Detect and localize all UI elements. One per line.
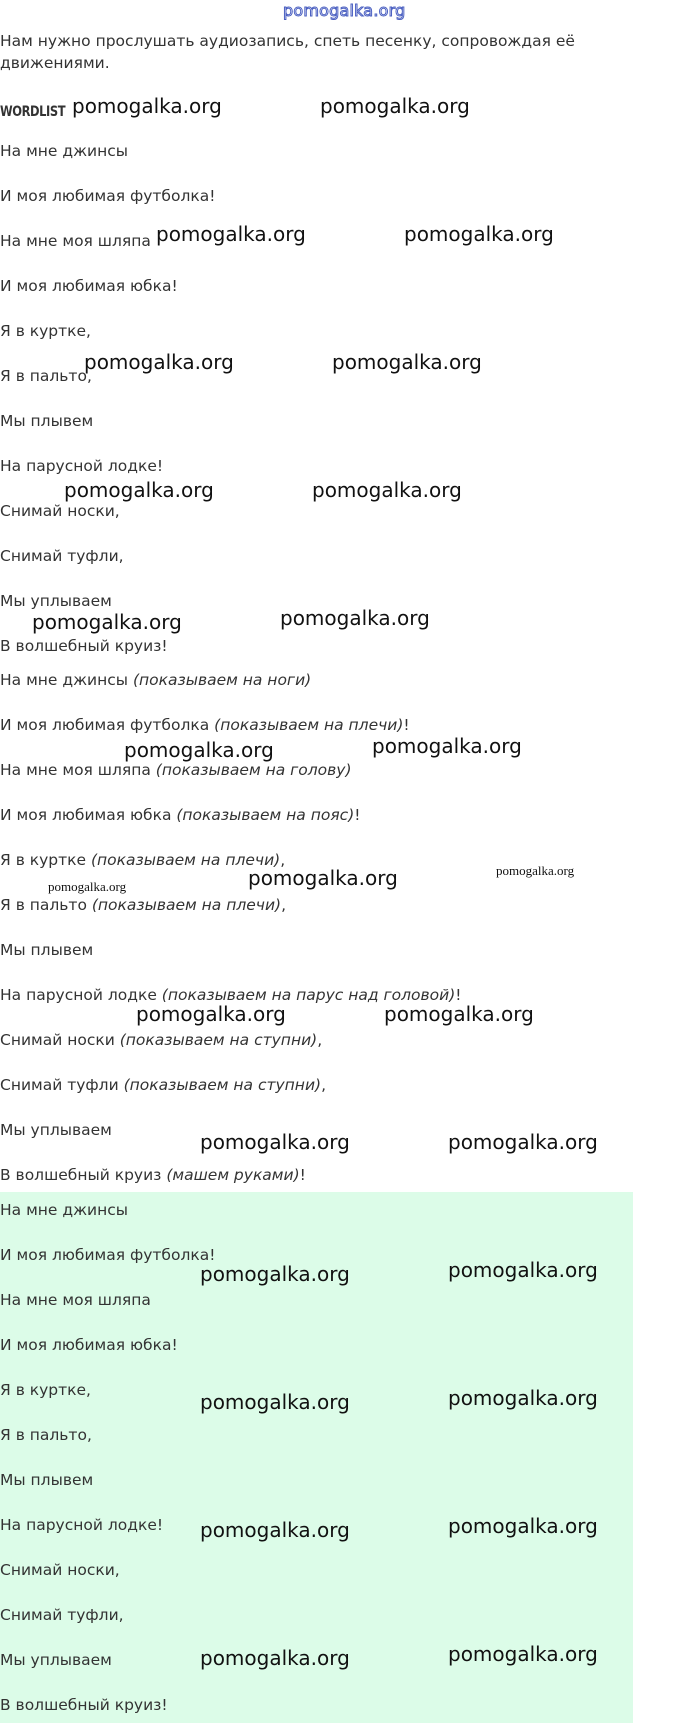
song-line: На мне моя шляпа — [0, 232, 151, 250]
song-line: Я в пальто, — [0, 367, 92, 385]
gesture-instruction: (показываем на ноги) — [132, 671, 312, 689]
lyric-text: Снимай носки — [0, 1031, 120, 1049]
watermark: pomogalka.org — [448, 1386, 598, 1410]
watermark: pomogalka.org — [320, 94, 470, 118]
gesture-instruction: (показываем на плечи) — [91, 896, 282, 914]
song-line: Снимай туфли, — [0, 547, 124, 565]
song-line: И моя любимая футболка! — [0, 187, 216, 205]
watermark: pomogalka.org — [384, 1002, 534, 1026]
watermark: pomogalka.org — [200, 1646, 350, 1670]
annotated-song-line — [0, 1074, 326, 1096]
watermark: pomogalka.org — [32, 610, 182, 634]
highlighted-song-line: Снимай носки, — [0, 1561, 120, 1579]
song-line: Мы плывем — [0, 412, 94, 430]
lyric-text: В волшебный круиз — [0, 1166, 167, 1184]
highlighted-song-line: Я в пальто, — [0, 1426, 92, 1444]
annotated-song-line — [0, 669, 311, 691]
song-line: На мне джинсы — [0, 142, 129, 160]
lyric-text: Мы уплываем — [0, 1121, 112, 1139]
watermark: pomogalka.org — [48, 879, 127, 894]
watermark: pomogalka.org — [136, 1002, 286, 1026]
gesture-instruction: (показываем на пояс) — [176, 806, 355, 824]
lyric-punctuation: , — [281, 896, 287, 914]
annotated-song-line — [0, 714, 410, 736]
gesture-instruction: (показываем на парус над головой) — [161, 986, 456, 1004]
lyric-punctuation: , — [317, 1031, 323, 1049]
highlighted-song-line: Мы уплываем — [0, 1651, 112, 1669]
highlighted-song-line: На мне джинсы — [0, 1201, 129, 1219]
site-logo[interactable]: pomogalka.org — [283, 1, 406, 20]
song-line: И моя любимая юбка! — [0, 277, 178, 295]
gesture-instruction: (показываем на плечи) — [214, 716, 404, 734]
watermark: pomogalka.org — [248, 866, 398, 890]
watermark: pomogalka.org — [64, 478, 214, 502]
gesture-instruction: (показываем на ступни) — [123, 1076, 322, 1094]
watermark: pomogalka.org — [156, 222, 306, 246]
lyric-text: И моя любимая футболка — [0, 716, 215, 734]
highlighted-song-line: На мне моя шляпа — [0, 1291, 151, 1309]
annotated-song-line — [0, 939, 93, 961]
watermark: pomogalka.org — [84, 350, 234, 374]
highlighted-song-line: В волшебный круиз! — [0, 1696, 168, 1714]
highlighted-song-line: Мы плывем — [0, 1471, 94, 1489]
lyric-text: И моя любимая юбка — [0, 806, 177, 824]
highlighted-song-line: И моя любимая юбка! — [0, 1336, 178, 1354]
gesture-instruction: (показываем на ступни) — [119, 1031, 318, 1049]
annotated-song-line — [0, 804, 360, 826]
lyric-text: Снимай туфли — [0, 1076, 124, 1094]
watermark: pomogalka.org — [280, 606, 430, 630]
watermark: pomogalka.org — [332, 350, 482, 374]
lyric-text: На парусной лодке — [0, 986, 162, 1004]
song-line: На парусной лодке! — [0, 457, 164, 475]
lyric-text: Мы плывем — [0, 941, 94, 959]
watermark: pomogalka.org — [124, 738, 274, 762]
lyric-punctuation: , — [280, 851, 286, 869]
annotated-song-line — [0, 1164, 306, 1186]
lyric-text: На мне моя шляпа — [0, 761, 156, 779]
highlighted-song-line: На парусной лодке! — [0, 1516, 164, 1534]
watermark: pomogalka.org — [372, 734, 522, 758]
lyric-punctuation: ! — [403, 716, 410, 734]
annotated-song-line — [0, 1119, 112, 1141]
watermark: pomogalka.org — [448, 1514, 598, 1538]
highlighted-song-line: Снимай туфли, — [0, 1606, 124, 1624]
gesture-instruction: (показываем на плечи) — [91, 851, 281, 869]
highlighted-song-line: Я в куртке, — [0, 1381, 91, 1399]
lyric-punctuation: , — [321, 1076, 326, 1094]
lyric-text: На мне джинсы — [0, 671, 133, 689]
song-line: В волшебный круиз! — [0, 637, 168, 655]
highlighted-song-line: И моя любимая футболка! — [0, 1246, 216, 1264]
lyric-text: Я в куртке — [0, 851, 91, 869]
watermark: pomogalka.org — [200, 1262, 350, 1286]
watermark: pomogalka.org — [404, 222, 554, 246]
annotated-song-line — [0, 849, 285, 871]
watermark: pomogalka.org — [448, 1258, 598, 1282]
song-line: Я в куртке, — [0, 322, 91, 340]
lyric-punctuation: ! — [455, 986, 462, 1004]
lyric-text: Я в пальто — [0, 896, 92, 914]
wordlist-heading: WORDLIST — [0, 104, 66, 120]
intro-text: Нам нужно прослушать аудиозапись, спеть песенку, сопровождая её движениями. — [0, 32, 575, 72]
lyric-punctuation: ! — [354, 806, 361, 824]
lyric-punctuation: ! — [299, 1166, 306, 1184]
watermark: pomogalka.org — [496, 863, 575, 878]
annotated-song-line — [0, 894, 286, 916]
watermark: pomogalka.org — [200, 1130, 350, 1154]
gesture-instruction: (показываем на голову) — [155, 761, 352, 779]
watermark: pomogalka.org — [200, 1518, 350, 1542]
annotated-song-line — [0, 1029, 322, 1051]
annotated-song-line — [0, 759, 352, 781]
watermark: pomogalka.org — [448, 1642, 598, 1666]
watermark: pomogalka.org — [312, 478, 462, 502]
watermark: pomogalka.org — [448, 1130, 598, 1154]
watermark: pomogalka.org — [200, 1390, 350, 1414]
song-line: Мы уплываем — [0, 592, 112, 610]
watermark: pomogalka.org — [72, 94, 222, 118]
song-line: Снимай носки, — [0, 502, 120, 520]
gesture-instruction: (машем руками) — [166, 1166, 300, 1184]
